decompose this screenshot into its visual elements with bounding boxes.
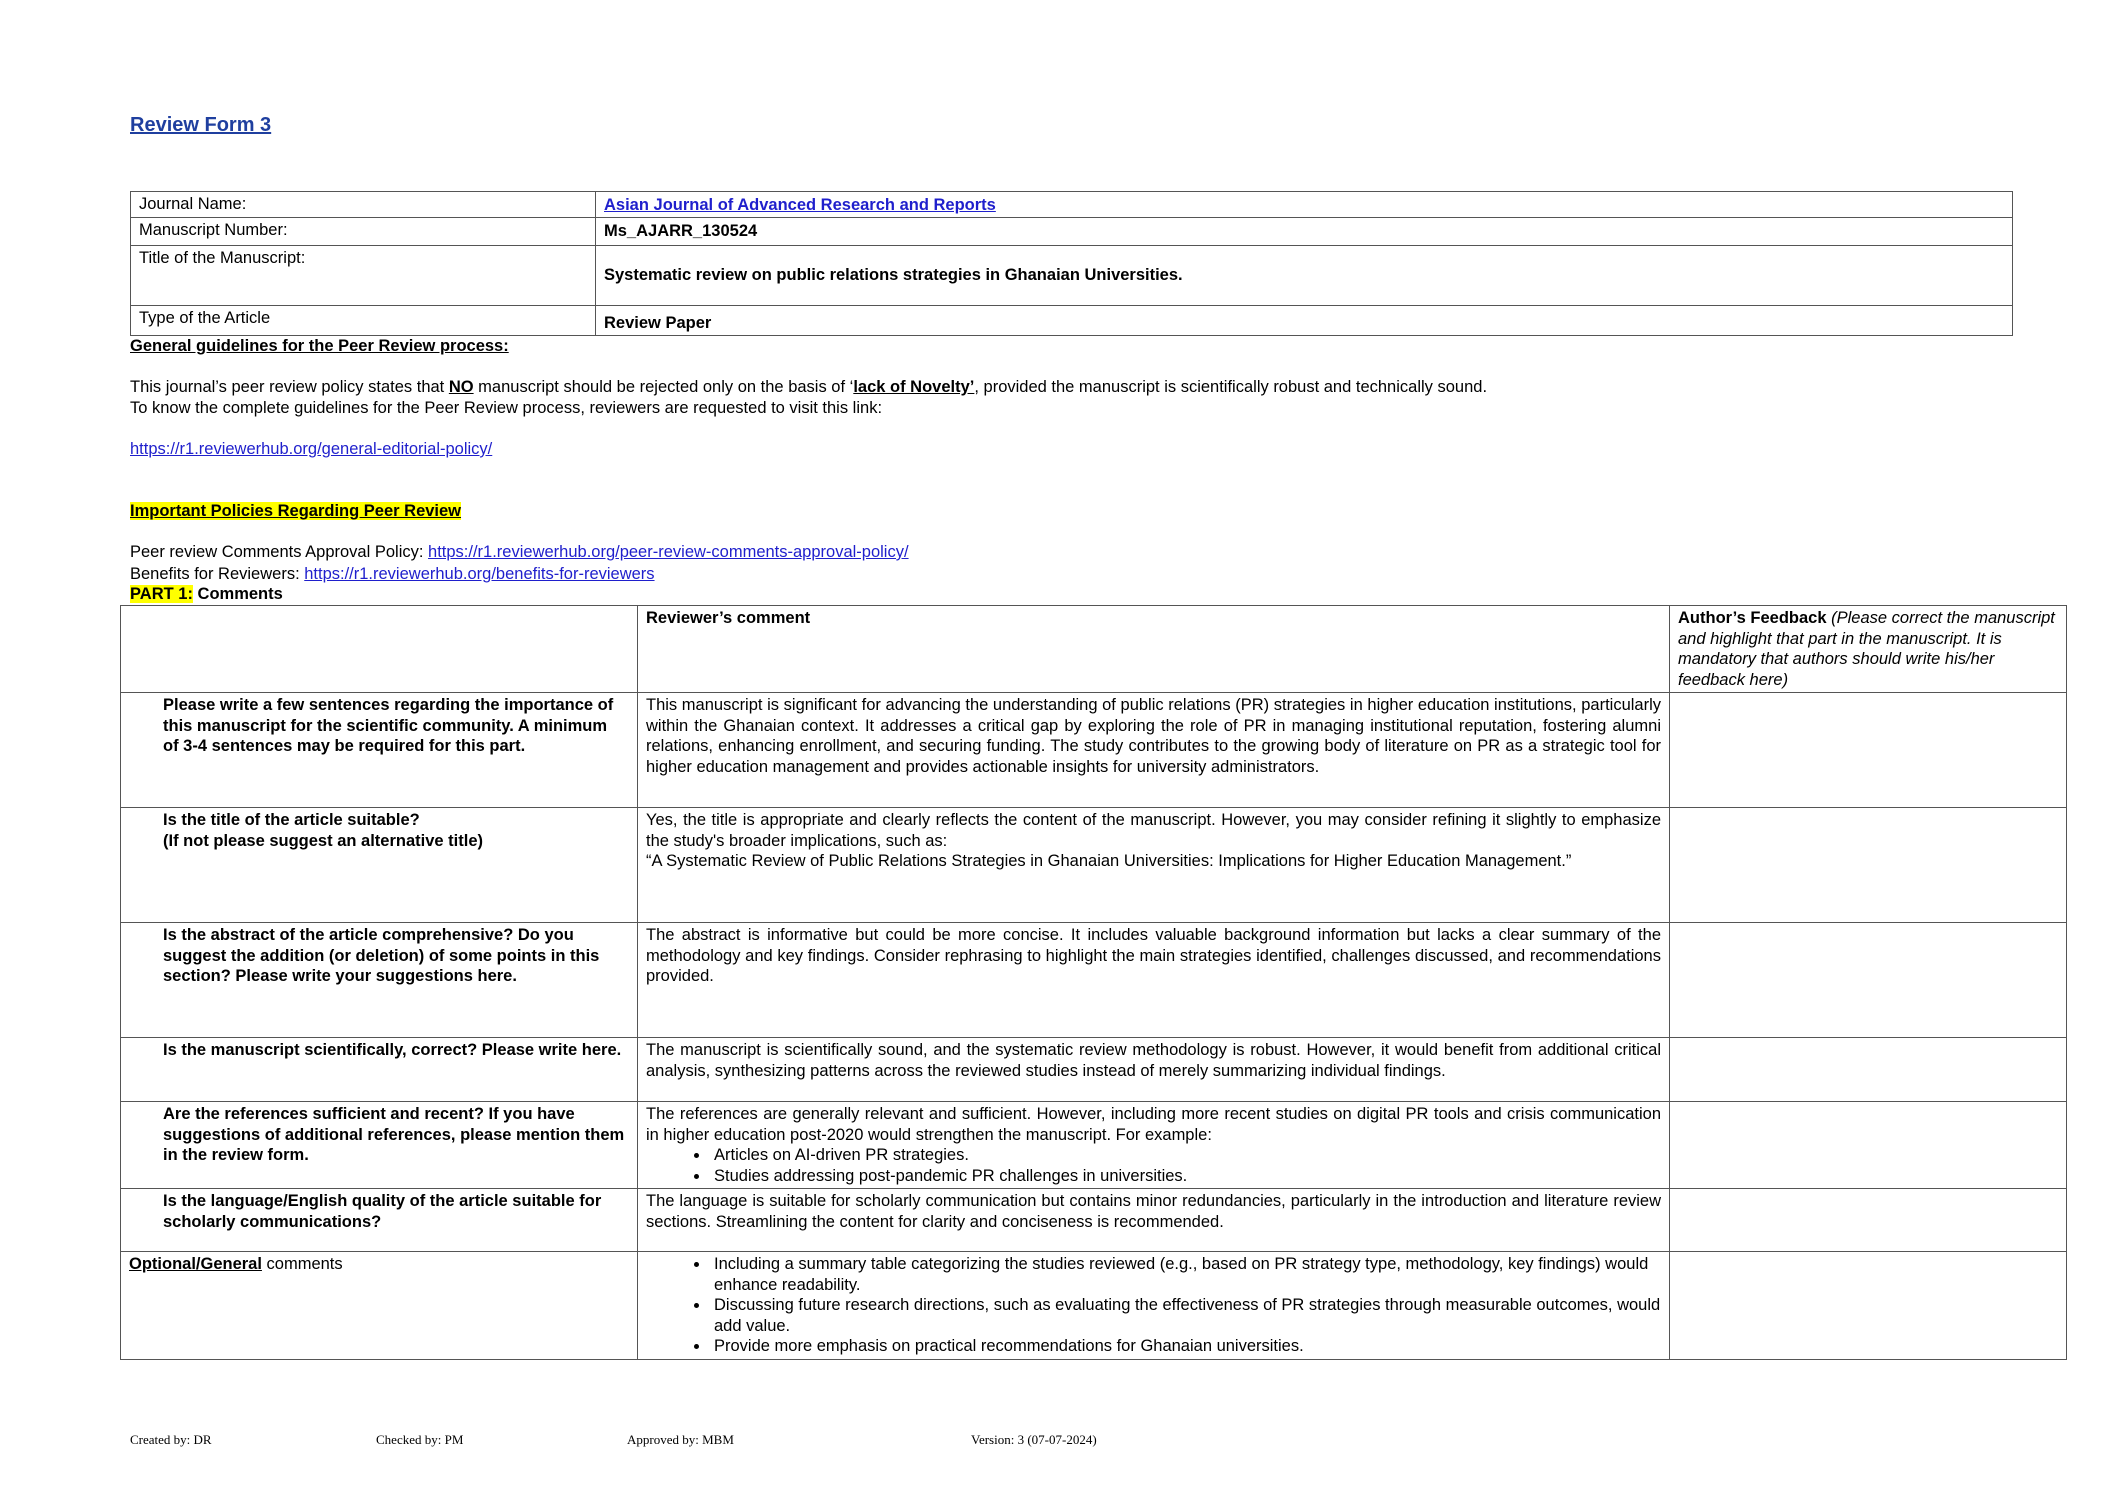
table-row xyxy=(131,306,2013,336)
article-type-label: Type of the Article xyxy=(131,306,596,336)
question: Is the language/English quality of the article suitable for scholarly communications? xyxy=(121,1189,638,1252)
approval-policy-label: Peer review Comments Approval Policy: xyxy=(130,543,429,561)
text: , provided the manuscript is scientifically robust and technically sound. xyxy=(974,378,1488,396)
question: Please write a few sentences regarding the importance of this manuscript for the scientific community. A minimum of 3-4 sentences may be required for this part. xyxy=(121,693,638,808)
question-line: Is the title of the article suitable? xyxy=(163,811,420,829)
text: This journal’s peer review policy states that xyxy=(130,378,449,396)
table-header-row xyxy=(121,606,2067,693)
part1-heading xyxy=(130,584,283,605)
table-row xyxy=(121,923,2067,1038)
editorial-policy-link[interactable]: https://r1.reviewerhub.org/general-editorial-policy/ xyxy=(130,440,493,458)
question xyxy=(121,808,638,923)
feedback-header-bold: Author’s Feedback xyxy=(1678,609,1827,627)
reviewer-comment: This manuscript is significant for advancing the understanding of public relations (PR) strategies in higher education institutions, particularly within the Ghanaian context. It addresses a critical gap by exploring the role of PR in managing institutional reputation, fostering alumni relations, enhancing enrollment, and securing funding. The study contributes to the growing body of literature on PR as a strategic tool for higher education management and provides actionable insights for university administrators. xyxy=(638,693,1670,808)
manuscript-number-value: Ms_AJARR_130524 xyxy=(596,218,2013,246)
question-line: (If not please suggest an alternative title) xyxy=(163,831,483,850)
guidelines-visit-text: To know the complete guidelines for the Peer Review process, reviewers are requested to visit this link: xyxy=(130,399,883,417)
reviewer-comment xyxy=(638,1102,1670,1189)
comment-text: Yes, the title is appropriate and clearly reflects the content of the manuscript. However, you may consider refining it slightly to emphasize the study's broader implications, such as: xyxy=(646,811,1661,850)
comments-table xyxy=(120,605,2067,1360)
optional-comments xyxy=(638,1252,1670,1360)
guidelines-policy-text xyxy=(130,377,1487,398)
form-title: Review Form 3 xyxy=(130,114,272,136)
approval-policy-link[interactable]: https://r1.reviewerhub.org/peer-review-comments-approval-policy/ xyxy=(428,543,909,561)
manuscript-info-table xyxy=(130,191,2013,336)
optional-label: Optional/General xyxy=(129,1255,262,1273)
reviewer-comment: The language is suitable for scholarly communication but contains minor redundancies, particularly in the introduction and literature review sections. Streamlining the content for clarity and conciseness is recommended. xyxy=(638,1189,1670,1252)
blank-header xyxy=(121,606,638,693)
list-item: • Studies addressing post-pandemic PR challenges in universities. xyxy=(710,1166,1661,1187)
footer-created-by: Created by: DR xyxy=(130,1432,212,1447)
novelty-emphasis: lack of Novelty’ xyxy=(853,378,975,396)
list-item: • Provide more emphasis on practical recommendations for Ghanaian universities. xyxy=(710,1336,1661,1357)
reference-suggestions-list xyxy=(646,1145,1661,1186)
optional-suffix: comments xyxy=(261,1255,343,1273)
part1-title: Comments xyxy=(192,585,283,603)
table-row xyxy=(121,1252,2067,1360)
list-item: • Articles on AI-driven PR strategies. xyxy=(710,1145,1661,1166)
table-row xyxy=(131,246,2013,306)
table-row xyxy=(121,808,2067,923)
guidelines-heading: General guidelines for the Peer Review process: xyxy=(130,337,509,355)
reviewer-comment: The abstract is informative but could be more concise. It includes valuable background information but lacks a clear summary of the methodology and key findings. Consider rephrasing to highlight the main strategies identified, challenges discussed, and recommendations provided. xyxy=(638,923,1670,1038)
benefits-link[interactable]: https://r1.reviewerhub.org/benefits-for-reviewers xyxy=(304,565,655,583)
benefits-label: Benefits for Reviewers: xyxy=(130,565,305,583)
manuscript-title-value: Systematic review on public relations strategies in Ghanaian Universities. xyxy=(596,246,2013,306)
table-row xyxy=(121,1102,2067,1189)
journal-label: Journal Name: xyxy=(131,192,596,218)
table-row xyxy=(121,1038,2067,1102)
author-feedback-header xyxy=(1670,606,2067,693)
optional-comments-label xyxy=(121,1252,638,1360)
question: Are the references sufficient and recent? If you have suggestions of additional references, please mention them in the review form. xyxy=(121,1102,638,1189)
important-policies-heading: Important Policies Regarding Peer Review xyxy=(130,502,462,520)
author-feedback-cell[interactable] xyxy=(1670,1038,2067,1102)
text: manuscript should be rejected only on the basis of ‘ xyxy=(473,378,854,396)
author-feedback-cell[interactable] xyxy=(1670,1252,2067,1360)
feedback-header-note: (Please correct the manuscript and highlight that part in the manuscript. It is mandatory that authors should write his/her feedback here) xyxy=(1678,609,2055,689)
footer-checked-by: Checked by: PM xyxy=(376,1432,464,1447)
author-feedback-cell[interactable] xyxy=(1670,923,2067,1038)
question: Is the manuscript scientifically, correct? Please write here. xyxy=(121,1038,638,1102)
question: Is the abstract of the article comprehensive? Do you suggest the addition (or deletion) of some points in this section? Please write your suggestions here. xyxy=(121,923,638,1038)
part1-label: PART 1: xyxy=(130,585,193,603)
manuscript-number-label: Manuscript Number: xyxy=(131,218,596,246)
manuscript-title-label: Title of the Manuscript: xyxy=(131,246,596,306)
journal-link[interactable]: Asian Journal of Advanced Research and Reports xyxy=(604,195,996,214)
author-feedback-cell[interactable] xyxy=(1670,1102,2067,1189)
author-feedback-cell[interactable] xyxy=(1670,693,2067,808)
benefits-line xyxy=(130,564,655,585)
comment-text: The references are generally relevant and sufficient. However, including more recent studies on digital PR tools and crisis communication in higher education post-2020 would strengthen the manuscript. For example: xyxy=(646,1105,1661,1144)
list-item: • Discussing future research directions, such as evaluating the effectiveness of PR strategies through measurable outcomes, would add value. xyxy=(710,1295,1661,1336)
list-item: • Including a summary table categorizing the studies reviewed (e.g., based on PR strategy type, methodology, key findings) would enhance readability. xyxy=(710,1254,1661,1295)
footer-approved-by: Approved by: MBM xyxy=(627,1432,734,1447)
approval-policy-line xyxy=(130,542,909,563)
reviewer-comment: The manuscript is scientifically sound, and the systematic review methodology is robust. However, it would benefit from additional critical analysis, synthesizing patterns across the reviewed studies instead of merely summarizing individual findings. xyxy=(638,1038,1670,1102)
table-row xyxy=(131,218,2013,246)
footer-version: Version: 3 (07-07-2024) xyxy=(971,1432,1097,1447)
table-row xyxy=(131,192,2013,218)
author-feedback-cell[interactable] xyxy=(1670,1189,2067,1252)
table-row xyxy=(121,1189,2067,1252)
reviewer-comment-header: Reviewer’s comment xyxy=(638,606,1670,693)
table-row xyxy=(121,693,2067,808)
no-emphasis: NO xyxy=(448,378,474,396)
author-feedback-cell[interactable] xyxy=(1670,808,2067,923)
article-type-value: Review Paper xyxy=(596,306,2013,336)
suggested-title: “A Systematic Review of Public Relations Strategies in Ghanaian Universities: Implications for Higher Education Management.” xyxy=(646,852,1572,870)
reviewer-comment xyxy=(638,808,1670,923)
optional-comments-list xyxy=(646,1254,1661,1357)
